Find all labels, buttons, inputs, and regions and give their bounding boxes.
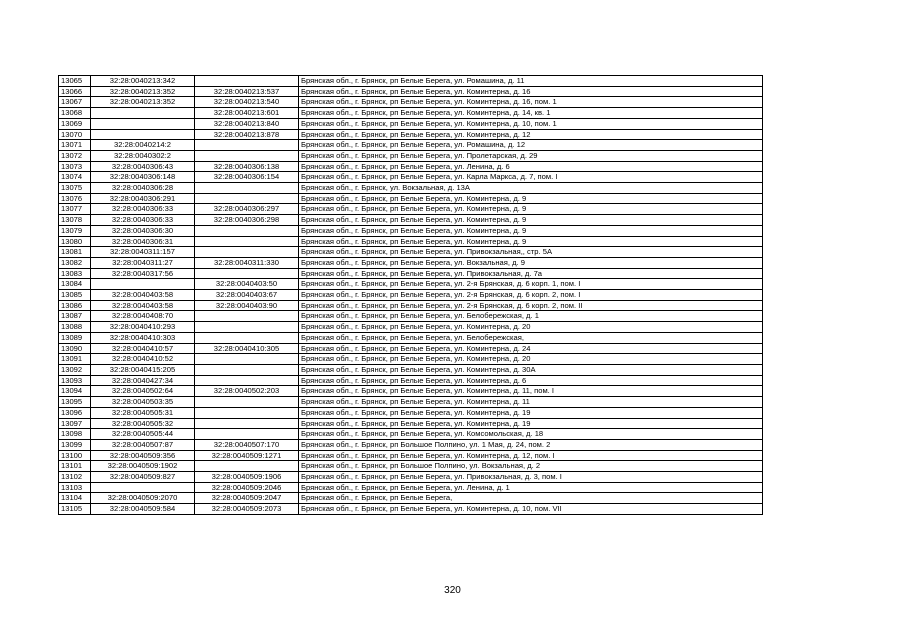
cadastral-number-cell <box>91 118 195 129</box>
address-cell: Брянская обл., г. Брянск, рп Белые Берега, ул. Белобережская, д. 1 <box>299 311 763 322</box>
cadastral-number-cell: 32:28:0040503:35 <box>91 397 195 408</box>
cadastral-number-cell: 32:28:0040505:31 <box>91 407 195 418</box>
table-row <box>59 150 763 161</box>
table-row <box>59 482 763 493</box>
building-cadastral-number-cell: 32:28:0040213:540 <box>195 97 299 108</box>
cadastral-number-cell <box>91 482 195 493</box>
address-cell: Брянская обл., г. Брянск, рп Белые Берега, ул. 2-я Брянская, д. 6 корп. 2, пом. II <box>299 300 763 311</box>
table-row <box>59 300 763 311</box>
address-cell: Брянская обл., г. Брянск, рп Белые Берега, ул. Коминтерна, д. 12, пом. I <box>299 450 763 461</box>
building-cadastral-number-cell <box>195 322 299 333</box>
row-number-cell: 13069 <box>59 118 91 129</box>
table-row <box>59 86 763 97</box>
building-cadastral-number-cell <box>195 397 299 408</box>
building-cadastral-number-cell: 32:28:0040509:2046 <box>195 482 299 493</box>
table-row <box>59 215 763 226</box>
table-row <box>59 429 763 440</box>
row-number-cell: 13080 <box>59 236 91 247</box>
address-cell: Брянская обл., г. Брянск, рп Белые Берега, ул. 2-я Брянская, д. 6 корп. 2, пом. I <box>299 290 763 301</box>
building-cadastral-number-cell <box>195 311 299 322</box>
cadastral-number-cell: 32:28:0040502:64 <box>91 386 195 397</box>
row-number-cell: 13104 <box>59 493 91 504</box>
cadastral-number-cell: 32:28:0040317:56 <box>91 268 195 279</box>
building-cadastral-number-cell: 32:28:0040502:203 <box>195 386 299 397</box>
address-cell: Брянская обл., г. Брянск, рп Белые Берега, ул. 2-я Брянская, д. 6 корп. 1, пом. I <box>299 279 763 290</box>
address-cell: Брянская обл., г. Брянск, рп Белые Берега, ул. Коминтерна, д. 10, пом. 1 <box>299 118 763 129</box>
table-row <box>59 332 763 343</box>
building-cadastral-number-cell: 32:28:0040509:2047 <box>195 493 299 504</box>
property-register-table <box>58 75 763 515</box>
building-cadastral-number-cell: 32:28:0040509:1906 <box>195 472 299 483</box>
building-cadastral-number-cell <box>195 150 299 161</box>
address-cell: Брянская обл., г. Брянск, рп Большое Полпино, ул. 1 Мая, д. 24, пом. 2 <box>299 439 763 450</box>
cadastral-number-cell: 32:28:0040306:291 <box>91 193 195 204</box>
row-number-cell: 13074 <box>59 172 91 183</box>
building-cadastral-number-cell <box>195 225 299 236</box>
table-row <box>59 225 763 236</box>
building-cadastral-number-cell <box>195 407 299 418</box>
table-row <box>59 129 763 140</box>
address-cell: Брянская обл., г. Брянск, рп Белые Берега, ул. Белобережская, <box>299 332 763 343</box>
building-cadastral-number-cell: 32:28:0040306:298 <box>195 215 299 226</box>
address-cell: Брянская обл., г. Брянск, рп Белые Берега, ул. Комсомольская, д. 18 <box>299 429 763 440</box>
row-number-cell: 13091 <box>59 354 91 365</box>
table-row <box>59 140 763 151</box>
address-cell: Брянская обл., г. Брянск, рп Белые Берега, ул. Коминтерна, д. 16 <box>299 86 763 97</box>
address-cell: Брянская обл., г. Брянск, рп Белые Берега, ул. Коминтерна, д. 12 <box>299 129 763 140</box>
address-cell: Брянская обл., г. Брянск, рп Белые Берега, ул. Привокзальная,, стр. 5А <box>299 247 763 258</box>
cadastral-number-cell: 32:28:0040509:1902 <box>91 461 195 472</box>
cadastral-number-cell: 32:28:0040509:2070 <box>91 493 195 504</box>
building-cadastral-number-cell: 32:28:0040213:840 <box>195 118 299 129</box>
row-number-cell: 13097 <box>59 418 91 429</box>
building-cadastral-number-cell <box>195 418 299 429</box>
row-number-cell: 13066 <box>59 86 91 97</box>
table-row <box>59 247 763 258</box>
cadastral-number-cell: 32:28:0040408:70 <box>91 311 195 322</box>
row-number-cell: 13099 <box>59 439 91 450</box>
cadastral-number-cell: 32:28:0040410:303 <box>91 332 195 343</box>
cadastral-number-cell: 32:28:0040306:28 <box>91 183 195 194</box>
row-number-cell: 13098 <box>59 429 91 440</box>
row-number-cell: 13082 <box>59 257 91 268</box>
row-number-cell: 13102 <box>59 472 91 483</box>
building-cadastral-number-cell: 32:28:0040213:601 <box>195 108 299 119</box>
building-cadastral-number-cell <box>195 247 299 258</box>
building-cadastral-number-cell: 32:28:0040213:878 <box>195 129 299 140</box>
building-cadastral-number-cell <box>195 140 299 151</box>
cadastral-number-cell: 32:28:0040415:205 <box>91 364 195 375</box>
cadastral-number-cell: 32:28:0040410:293 <box>91 322 195 333</box>
row-number-cell: 13086 <box>59 300 91 311</box>
table-row <box>59 257 763 268</box>
address-cell: Брянская обл., г. Брянск, рп Белые Берега, ул. Ромашина, д. 11 <box>299 76 763 87</box>
address-cell: Брянская обл., г. Брянск, рп Белые Берега, ул. Коминтерна, д. 30А <box>299 364 763 375</box>
table-row <box>59 268 763 279</box>
cadastral-number-cell: 32:28:0040509:827 <box>91 472 195 483</box>
row-number-cell: 13068 <box>59 108 91 119</box>
table-row <box>59 236 763 247</box>
address-cell: Брянская обл., г. Брянск, ул. Вокзальная, д. 13А <box>299 183 763 194</box>
row-number-cell: 13096 <box>59 407 91 418</box>
cadastral-number-cell: 32:28:0040403:58 <box>91 300 195 311</box>
building-cadastral-number-cell: 32:28:0040306:154 <box>195 172 299 183</box>
cadastral-number-cell: 32:28:0040306:31 <box>91 236 195 247</box>
cadastral-number-cell: 32:28:0040214:2 <box>91 140 195 151</box>
building-cadastral-number-cell: 32:28:0040213:537 <box>195 86 299 97</box>
row-number-cell: 13084 <box>59 279 91 290</box>
building-cadastral-number-cell <box>195 193 299 204</box>
cadastral-number-cell <box>91 129 195 140</box>
cadastral-number-cell: 32:28:0040306:33 <box>91 204 195 215</box>
address-cell: Брянская обл., г. Брянск, рп Белые Берега, ул. Коминтерна, д. 9 <box>299 236 763 247</box>
table-row <box>59 504 763 515</box>
building-cadastral-number-cell: 32:28:0040507:170 <box>195 439 299 450</box>
address-cell: Брянская обл., г. Брянск, рп Белые Берега, ул. Коминтерна, д. 16, пом. 1 <box>299 97 763 108</box>
row-number-cell: 13072 <box>59 150 91 161</box>
cadastral-number-cell: 32:28:0040302:2 <box>91 150 195 161</box>
address-cell: Брянская обл., г. Брянск, рп Белые Берега, ул. Коминтерна, д. 9 <box>299 215 763 226</box>
table-row <box>59 397 763 408</box>
table-row <box>59 450 763 461</box>
row-number-cell: 13094 <box>59 386 91 397</box>
row-number-cell: 13081 <box>59 247 91 258</box>
building-cadastral-number-cell: 32:28:0040306:138 <box>195 161 299 172</box>
cadastral-number-cell: 32:28:0040306:43 <box>91 161 195 172</box>
table-row <box>59 354 763 365</box>
building-cadastral-number-cell <box>195 332 299 343</box>
table-row <box>59 311 763 322</box>
building-cadastral-number-cell: 32:28:0040509:2073 <box>195 504 299 515</box>
table-row <box>59 386 763 397</box>
address-cell: Брянская обл., г. Брянск, рп Белые Берега, ул. Коминтерна, д. 14, кв. 1 <box>299 108 763 119</box>
table-row <box>59 418 763 429</box>
building-cadastral-number-cell: 32:28:0040403:90 <box>195 300 299 311</box>
building-cadastral-number-cell <box>195 354 299 365</box>
cadastral-number-cell: 32:28:0040306:148 <box>91 172 195 183</box>
row-number-cell: 13095 <box>59 397 91 408</box>
address-cell: Брянская обл., г. Брянск, рп Белые Берега, ул. Коминтерна, д. 9 <box>299 193 763 204</box>
row-number-cell: 13105 <box>59 504 91 515</box>
address-cell: Брянская обл., г. Брянск, рп Белые Берега, ул. Коминтерна, д. 20 <box>299 322 763 333</box>
building-cadastral-number-cell <box>195 76 299 87</box>
cadastral-number-cell: 32:28:0040509:584 <box>91 504 195 515</box>
address-cell: Брянская обл., г. Брянск, рп Белые Берега, ул. Коминтерна, д. 11 <box>299 397 763 408</box>
table-row <box>59 76 763 87</box>
table-row <box>59 172 763 183</box>
building-cadastral-number-cell: 32:28:0040311:330 <box>195 257 299 268</box>
row-number-cell: 13093 <box>59 375 91 386</box>
building-cadastral-number-cell <box>195 183 299 194</box>
address-cell: Брянская обл., г. Брянск, рп Белые Берега, ул. Вокзальная, д. 9 <box>299 257 763 268</box>
address-cell: Брянская обл., г. Брянск, рп Белые Берега, ул. Коминтерна, д. 11, пом. I <box>299 386 763 397</box>
cadastral-number-cell: 32:28:0040213:352 <box>91 97 195 108</box>
address-cell: Брянская обл., г. Брянск, рп Белые Берега, <box>299 493 763 504</box>
building-cadastral-number-cell <box>195 268 299 279</box>
address-cell: Брянская обл., г. Брянск, рп Белые Берега, ул. Коминтерна, д. 24 <box>299 343 763 354</box>
address-cell: Брянская обл., г. Брянск, рп Белые Берега, ул. Ленина, д. 6 <box>299 161 763 172</box>
address-cell: Брянская обл., г. Брянск, рп Белые Берега, ул. Карла Маркса, д. 7, пом. I <box>299 172 763 183</box>
table-row <box>59 108 763 119</box>
table-row <box>59 472 763 483</box>
row-number-cell: 13100 <box>59 450 91 461</box>
cadastral-number-cell: 32:28:0040410:57 <box>91 343 195 354</box>
row-number-cell: 13070 <box>59 129 91 140</box>
row-number-cell: 13077 <box>59 204 91 215</box>
address-cell: Брянская обл., г. Брянск, рп Белые Берега, ул. Привокзальная, д. 3, пом. I <box>299 472 763 483</box>
row-number-cell: 13073 <box>59 161 91 172</box>
table-row <box>59 407 763 418</box>
table-row <box>59 375 763 386</box>
building-cadastral-number-cell <box>195 461 299 472</box>
address-cell: Брянская обл., г. Брянск, рп Белые Берега, ул. Коминтерна, д. 9 <box>299 225 763 236</box>
row-number-cell: 13103 <box>59 482 91 493</box>
address-cell: Брянская обл., г. Брянск, рп Белые Берега, ул. Коминтерна, д. 9 <box>299 204 763 215</box>
row-number-cell: 13083 <box>59 268 91 279</box>
table-row <box>59 322 763 333</box>
building-cadastral-number-cell: 32:28:0040410:305 <box>195 343 299 354</box>
table-row <box>59 204 763 215</box>
page-number: 320 <box>444 585 461 596</box>
row-number-cell: 13065 <box>59 76 91 87</box>
table-row <box>59 290 763 301</box>
address-cell: Брянская обл., г. Брянск, рп Белые Берега, ул. Коминтерна, д. 10, пом. VII <box>299 504 763 515</box>
table-row <box>59 97 763 108</box>
cadastral-number-cell: 32:28:0040311:157 <box>91 247 195 258</box>
table-body <box>59 76 763 515</box>
cadastral-number-cell: 32:28:0040306:30 <box>91 225 195 236</box>
cadastral-number-cell: 32:28:0040311:27 <box>91 257 195 268</box>
building-cadastral-number-cell: 32:28:0040403:67 <box>195 290 299 301</box>
row-number-cell: 13071 <box>59 140 91 151</box>
row-number-cell: 13078 <box>59 215 91 226</box>
address-cell: Брянская обл., г. Брянск, рп Белые Берега, ул. Коминтерна, д. 6 <box>299 375 763 386</box>
table-row <box>59 364 763 375</box>
cadastral-number-cell: 32:28:0040507:87 <box>91 439 195 450</box>
address-cell: Брянская обл., г. Брянск, рп Белые Берега, ул. Ромашина, д. 12 <box>299 140 763 151</box>
cadastral-number-cell: 32:28:0040410:52 <box>91 354 195 365</box>
cadastral-number-cell <box>91 108 195 119</box>
address-cell: Брянская обл., г. Брянск, рп Белые Берега, ул. Пролетарская, д. 29 <box>299 150 763 161</box>
building-cadastral-number-cell <box>195 429 299 440</box>
cadastral-number-cell <box>91 279 195 290</box>
building-cadastral-number-cell <box>195 375 299 386</box>
address-cell: Брянская обл., г. Брянск, рп Белые Берега, ул. Коминтерна, д. 20 <box>299 354 763 365</box>
table-row <box>59 461 763 472</box>
table-row <box>59 343 763 354</box>
cadastral-number-cell: 32:28:0040509:356 <box>91 450 195 461</box>
row-number-cell: 13087 <box>59 311 91 322</box>
row-number-cell: 13092 <box>59 364 91 375</box>
cadastral-number-cell: 32:28:0040427:34 <box>91 375 195 386</box>
address-cell: Брянская обл., г. Брянск, рп Белые Берега, ул. Коминтерна, д. 19 <box>299 407 763 418</box>
cadastral-number-cell: 32:28:0040213:342 <box>91 76 195 87</box>
cadastral-number-cell: 32:28:0040306:33 <box>91 215 195 226</box>
row-number-cell: 13067 <box>59 97 91 108</box>
building-cadastral-number-cell: 32:28:0040306:297 <box>195 204 299 215</box>
table-row <box>59 279 763 290</box>
building-cadastral-number-cell <box>195 364 299 375</box>
row-number-cell: 13089 <box>59 332 91 343</box>
address-cell: Брянская обл., г. Брянск, рп Белые Берега, ул. Ленина, д. 1 <box>299 482 763 493</box>
address-cell: Брянская обл., г. Брянск, рп Белые Берега, ул. Привокзальная, д. 7а <box>299 268 763 279</box>
address-cell: Брянская обл., г. Брянск, рп Большое Полпино, ул. Вокзальная, д. 2 <box>299 461 763 472</box>
table-row <box>59 439 763 450</box>
table-row <box>59 161 763 172</box>
row-number-cell: 13076 <box>59 193 91 204</box>
table-row <box>59 118 763 129</box>
cadastral-number-cell: 32:28:0040505:32 <box>91 418 195 429</box>
cadastral-number-cell: 32:28:0040505:44 <box>91 429 195 440</box>
building-cadastral-number-cell <box>195 236 299 247</box>
address-cell: Брянская обл., г. Брянск, рп Белые Берега, ул. Коминтерна, д. 19 <box>299 418 763 429</box>
cadastral-number-cell: 32:28:0040213:352 <box>91 86 195 97</box>
table-row <box>59 493 763 504</box>
row-number-cell: 13075 <box>59 183 91 194</box>
row-number-cell: 13090 <box>59 343 91 354</box>
table-row <box>59 183 763 194</box>
table-row <box>59 193 763 204</box>
row-number-cell: 13079 <box>59 225 91 236</box>
row-number-cell: 13085 <box>59 290 91 301</box>
building-cadastral-number-cell: 32:28:0040403:50 <box>195 279 299 290</box>
row-number-cell: 13088 <box>59 322 91 333</box>
row-number-cell: 13101 <box>59 461 91 472</box>
cadastral-number-cell: 32:28:0040403:58 <box>91 290 195 301</box>
building-cadastral-number-cell: 32:28:0040509:1271 <box>195 450 299 461</box>
